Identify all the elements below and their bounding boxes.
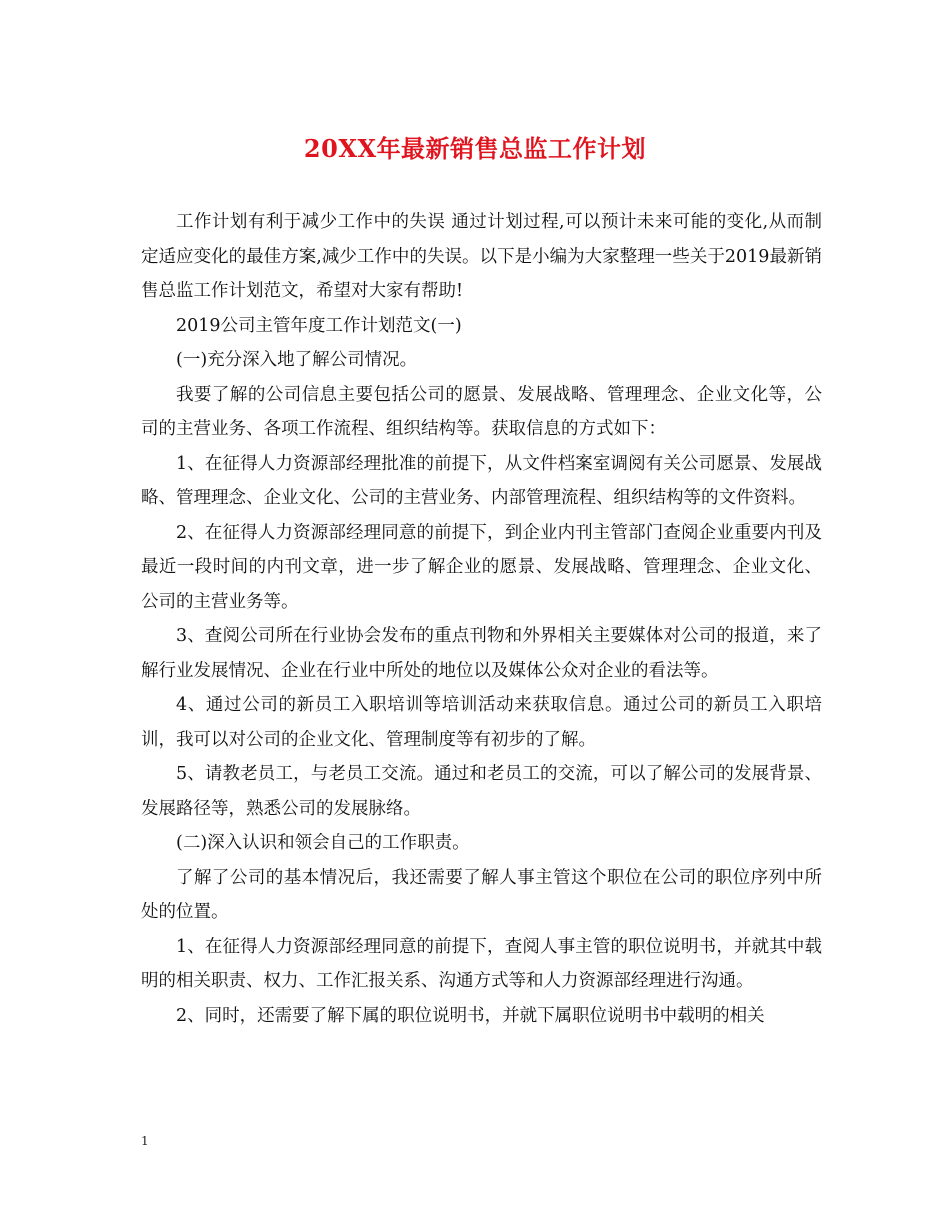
paragraph: 2、在征得人力资源部经理同意的前提下，到企业内刊主管部门查阅企业重要内刊及最近一段时间的内刊文章，进一步了解企业的愿景、发展战略、管理理念、企业文化、公司的主营业务等。 [141, 522, 822, 612]
paragraph: 我要了解的公司信息主要包括公司的愿景、发展战略、管理理念、企业文化等，公司的主营业务、各项工作流程、组织结构等。获取信息的方式如下： [141, 384, 822, 439]
paragraph: 了解了公司的基本情况后，我还需要了解人事主管这个职位在公司的职位序列中所处的位置。 [141, 867, 822, 922]
page-number: 1 [141, 1134, 149, 1148]
paragraph-heading-sample-1: 2019公司主管年度工作计划范文(一) [176, 315, 462, 336]
document-title: 20XX年最新销售总监工作计划 [303, 134, 647, 163]
paragraph-intro: 工作计划有利于减少工作中的失误 通过计划过程,可以预计未来可能的变化,从而制定适应变化的最佳方案,减少工作中的失误。以下是小编为大家整理一些关于2019最新销售总监工作计划范文，希望对大家有帮助! [141, 212, 822, 301]
paragraph: 5、请教老员工，与老员工交流。通过和老员工的交流，可以了解公司的发展背景、发展路径等，熟悉公司的发展脉络。 [141, 764, 822, 819]
paragraph-section-2: (二)深入认识和领会自己的工作职责。 [176, 833, 470, 853]
document-body [141, 205, 822, 1033]
paragraph-section-1: (一)充分深入地了解公司情况。 [176, 350, 418, 370]
paragraph: 1、在征得人力资源部经理同意的前提下，查阅人事主管的职位说明书，并就其中载明的相关职责、权力、工作汇报关系、沟通方式等和人力资源部经理进行沟通。 [141, 936, 822, 991]
paragraph: 4、通过公司的新员工入职培训等培训活动来获取信息。通过公司的新员工入职培训，我可以对公司的企业文化、管理制度等有初步的了解。 [141, 695, 822, 750]
paragraph: 3、查阅公司所在行业协会发布的重点刊物和外界相关主要媒体对公司的报道，来了解行业发展情况、企业在行业中所处的地位以及媒体公众对企业的看法等。 [141, 626, 822, 681]
paragraph: 1、在征得人力资源部经理批准的前提下，从文件档案室调阅有关公司愿景、发展战略、管理理念、企业文化、公司的主营业务、内部管理流程、组织结构等的文件资料。 [141, 453, 822, 508]
paragraph: 2、同时，还需要了解下属的职位说明书，并就下属职位说明书中载明的相关 [176, 1005, 765, 1026]
